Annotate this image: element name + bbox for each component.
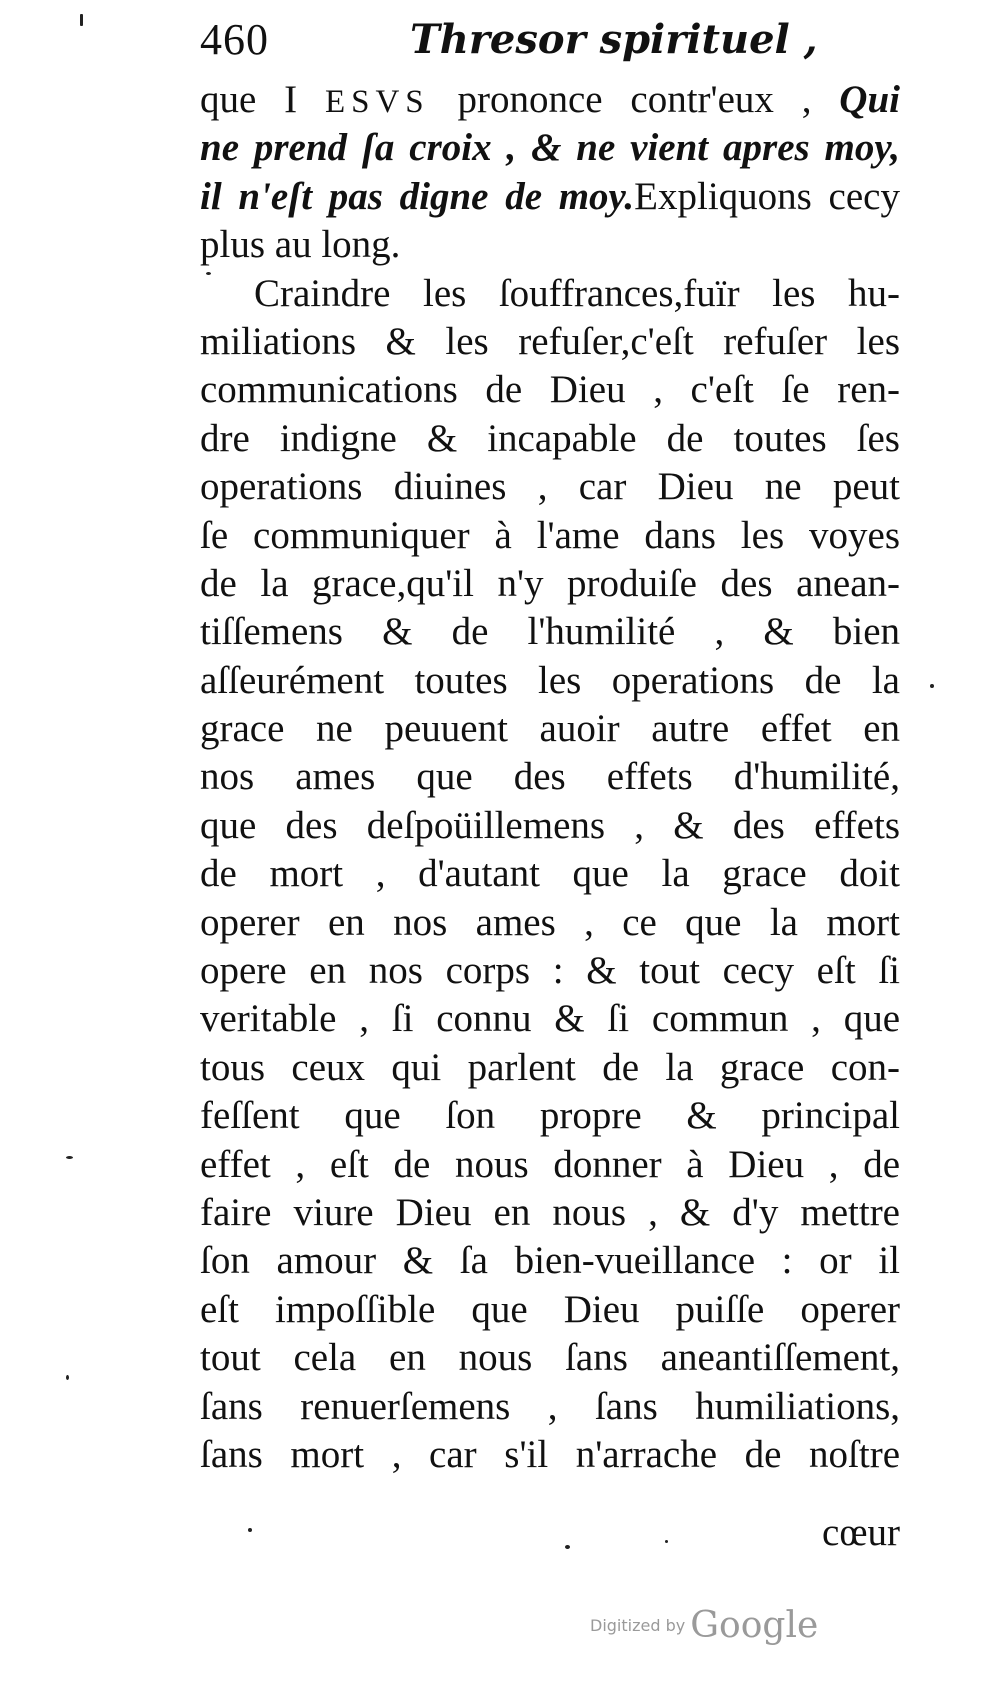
text-run: operer en nos ames , ce que la mort — [200, 900, 900, 944]
text-line — [200, 1141, 900, 1189]
text-run: grace ne peuuent auoir autre effet en — [200, 707, 900, 751]
page-header — [200, 14, 900, 74]
text-run: Qui — [839, 78, 900, 121]
text-run: operations diuines , car Dieu ne peut — [200, 465, 900, 509]
text-line — [200, 560, 900, 608]
text-line — [200, 270, 900, 318]
text-run: feſſent que ſon propre & principal — [200, 1094, 900, 1138]
ink-speck — [665, 1540, 668, 1543]
text-run: Craindre les ſouffrances,fuïr les hu- — [254, 271, 900, 315]
text-line — [200, 608, 900, 656]
text-line — [200, 1286, 900, 1334]
text-run: que des deſpoüillemens , & des effets — [200, 803, 900, 847]
ink-speck — [66, 1375, 69, 1380]
text-run: de mort , d'autant que la grace doit — [200, 852, 900, 896]
text-run: communications de Dieu , c'eſt ſe ren- — [200, 368, 900, 412]
text-run: de la grace,qu'il n'y produiſe des anean- — [200, 561, 900, 605]
text-run: eſt impoſſible que Dieu puiſſe operer — [200, 1287, 900, 1331]
text-run: tous ceux qui parlent de la grace con- — [200, 1045, 900, 1089]
text-line — [200, 1431, 900, 1479]
text-run: opere en nos corps : & tout cecy eſt ſi — [200, 949, 900, 993]
ink-speck — [80, 14, 83, 26]
digitized-by-watermark — [590, 1605, 818, 1646]
text-run: faire viure Dieu en nous , & d'y mettre — [200, 1190, 900, 1234]
text-run: ſe communiquer à l'ame dans les voyes — [200, 513, 900, 557]
text-run: veritable , ſi connu & ſi commun , que — [200, 997, 900, 1041]
text-line — [200, 850, 900, 898]
google-logo: Google — [690, 1605, 819, 1646]
text-line — [200, 705, 900, 753]
text-run: ſans mort , car s'il n'arrache de noſtre — [200, 1432, 900, 1476]
ink-speck — [930, 684, 934, 688]
text-run: aſſeurément toutes les operations de la — [200, 658, 900, 702]
text-line — [200, 899, 900, 947]
text-run: ſon amour & ſa bien-vueillance : or il — [200, 1239, 900, 1283]
ink-speck — [565, 1545, 570, 1549]
running-title: Thresor spirituel , — [410, 16, 818, 63]
ink-speck — [248, 1528, 252, 1532]
text-line — [200, 995, 900, 1043]
text-run: nos ames que des effets d'humilité, — [200, 755, 900, 799]
text-line — [200, 802, 900, 850]
text-line — [200, 1334, 900, 1382]
text-line — [200, 318, 900, 366]
text-run: dre indigne & incapable de toutes ſes — [200, 416, 900, 460]
text-run: que I — [200, 78, 325, 121]
text-run: plus au long. — [200, 223, 401, 267]
text-line — [200, 1189, 900, 1237]
page-number: 460 — [200, 15, 269, 64]
catchword: cœur — [822, 1511, 900, 1554]
text-run: effet , eſt de nous donner à Dieu , de — [200, 1142, 900, 1186]
text-line — [200, 415, 900, 463]
text-run: ſans renuerſemens , ſans humiliations, — [200, 1384, 900, 1428]
text-line — [200, 463, 900, 511]
text-line — [200, 1237, 900, 1285]
text-line — [200, 1044, 900, 1092]
text-run: miliations & les refuſer,c'eſt refuſer les — [200, 319, 900, 363]
text-line — [200, 947, 900, 995]
text-line — [200, 753, 900, 801]
body-text — [200, 76, 900, 1479]
text-line — [200, 366, 900, 414]
text-line — [200, 221, 900, 269]
text-run: ne prend ſa croix , & ne vient apres moy, — [200, 126, 900, 170]
text-run: ESVS — [324, 84, 430, 120]
text-line — [200, 657, 900, 705]
text-line — [200, 124, 900, 172]
text-run: il n'eſt pas digne de moy. — [200, 174, 635, 218]
text-run: tout cela en nous ſans aneantiſſement, — [200, 1336, 900, 1380]
text-line — [200, 76, 900, 124]
ink-speck — [206, 272, 211, 275]
text-run: prononce contr'eux , — [429, 78, 840, 121]
text-line — [200, 1383, 900, 1431]
digitized-by-label: Digitized by — [590, 1616, 686, 1635]
text-line — [200, 1092, 900, 1140]
text-line — [200, 512, 900, 560]
text-run: tiſſemens & de l'humilité , & bien — [200, 610, 900, 654]
text-run: Expliquons cecy — [634, 174, 900, 218]
ink-speck — [66, 1156, 73, 1159]
text-line — [200, 173, 900, 221]
